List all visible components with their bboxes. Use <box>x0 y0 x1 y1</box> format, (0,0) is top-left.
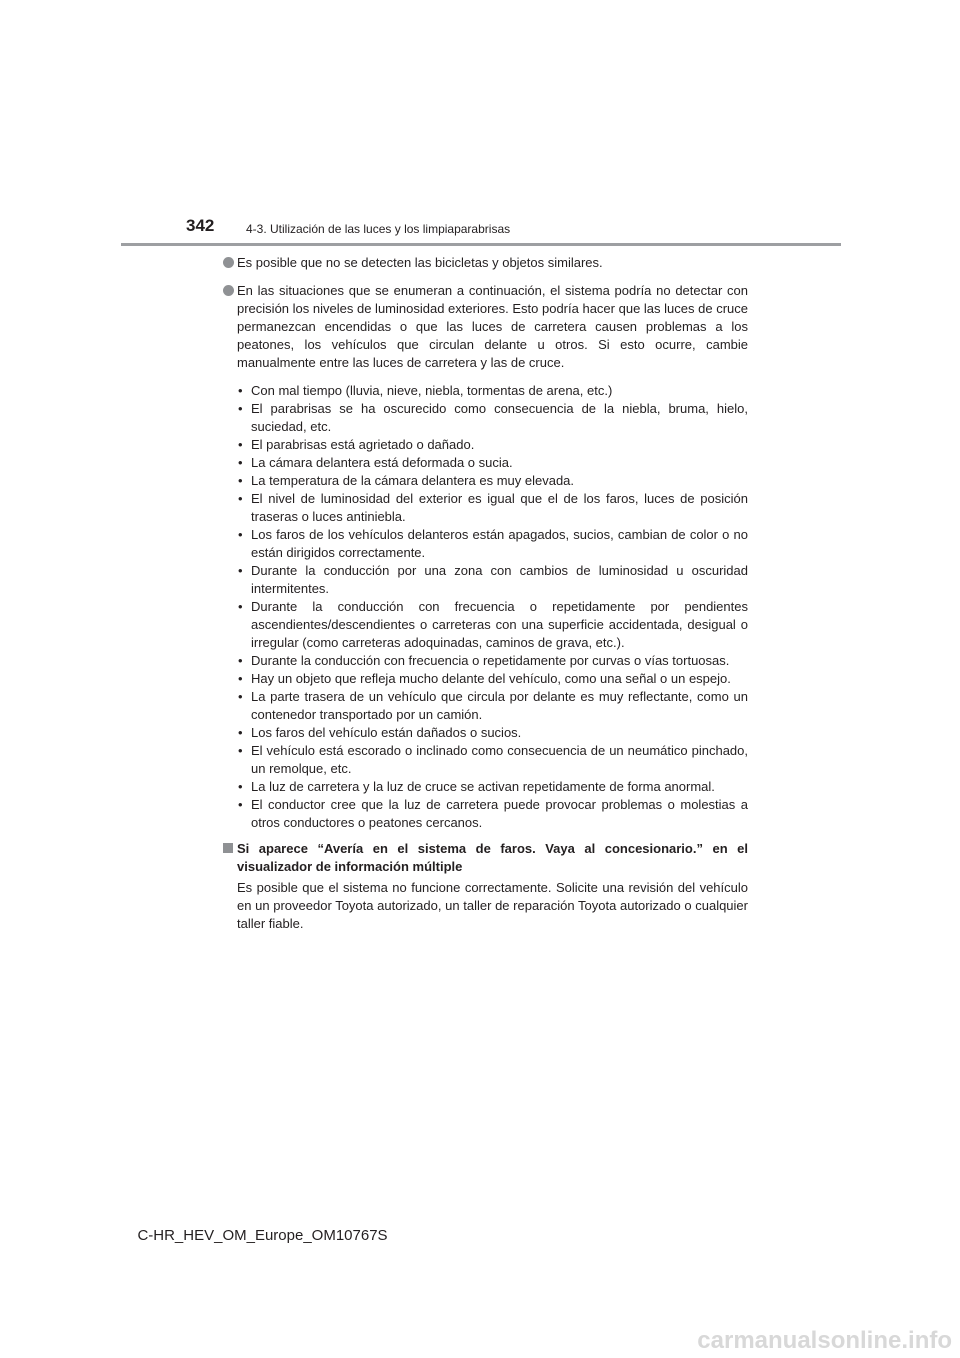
circle-bullet-icon <box>223 257 234 268</box>
list-item: • La luz de carretera y la luz de cruce se activan repetidamente de forma anormal. <box>237 778 748 796</box>
bullet-item <box>221 282 748 372</box>
list-item: • El parabrisas se ha oscurecido como consecuencia de la niebla, bruma, hielo, suciedad, etc. <box>237 400 748 436</box>
document-id: C-HR_HEV_OM_Europe_OM10767S <box>137 1227 388 1244</box>
list-item: • El parabrisas está agrietado o dañado. <box>237 436 748 454</box>
bullet-text: En las situaciones que se enumeran a continuación, el sistema podría no detectar con precisión los niveles de luminosidad exteriores. Esto podría hacer que las luces de cruce permanezcan encendidas o que las luces de carretera causen problemas a los peatones, los vehículos que circulan delante u otros. Si esto ocurre, cambie manualmente entre las luces de carretera y las de cruce. <box>237 283 748 370</box>
list-item: • Durante la conducción con frecuencia o repetidamente por pendientes ascendientes/descendientes o carreteras con una superficie accidentada, desigual o irregular (como carreteras adoquinadas, caminos de grava, etc.). <box>237 598 748 652</box>
list-item: • El vehículo está escorado o inclinado como consecuencia de un neumático pinchado, un remolque, etc. <box>237 742 748 778</box>
square-bullet-icon <box>223 843 233 853</box>
list-item: • Con mal tiempo (lluvia, nieve, niebla, tormentas de arena, etc.) <box>237 382 748 400</box>
list-item: • Los faros de los vehículos delanteros están apagados, sucios, cambian de color o no están dirigidos correctamente. <box>237 526 748 562</box>
circle-bullet-icon <box>223 285 234 296</box>
list-item: • El conductor cree que la luz de carretera puede provocar problemas o molestias a otros conductores o peatones cercanos. <box>237 796 748 832</box>
section-title: 4-3. Utilización de las luces y los limpiaparabrisas <box>246 222 511 236</box>
bullet-text: Es posible que no se detecten las bicicletas y objetos similares. <box>237 255 603 270</box>
list-item: • La cámara delantera está deformada o sucia. <box>237 454 748 472</box>
page-number: 342 <box>186 216 215 235</box>
list-item: • Hay un objeto que refleja mucho delante del vehículo, como una señal o un espejo. <box>237 670 748 688</box>
bullet-item <box>221 254 748 272</box>
section-body: Es posible que el sistema no funcione correctamente. Solicite una revisión del vehículo en un proveedor Toyota autorizado, un taller de reparación Toyota autorizado o cualquier taller fiable. <box>237 880 748 931</box>
list-item: • La temperatura de la cámara delantera es muy elevada. <box>237 472 748 490</box>
section-heading <box>221 840 748 876</box>
list-item: • Durante la conducción por una zona con cambios de luminosidad u oscuridad intermitentes. <box>237 562 748 598</box>
list-item: • El nivel de luminosidad del exterior es igual que el de los faros, luces de posición traseras o luces antiniebla. <box>237 490 748 526</box>
page-content <box>221 254 748 933</box>
conditions-list <box>237 382 748 832</box>
list-item: • Durante la conducción con frecuencia o repetidamente por curvas o vías tortuosas. <box>237 652 748 670</box>
list-item: • La parte trasera de un vehículo que circula por delante es muy reflectante, como un contenedor transportado por un camión. <box>237 688 748 724</box>
section-heading-text: Si aparece “Avería en el sistema de faros. Vaya al concesionario.” en el visualizador de información múltiple <box>237 841 748 874</box>
header-divider <box>121 243 841 246</box>
list-item: • Los faros del vehículo están dañados o sucios. <box>237 724 748 742</box>
watermark: carmanualsonline.info <box>697 1327 952 1354</box>
